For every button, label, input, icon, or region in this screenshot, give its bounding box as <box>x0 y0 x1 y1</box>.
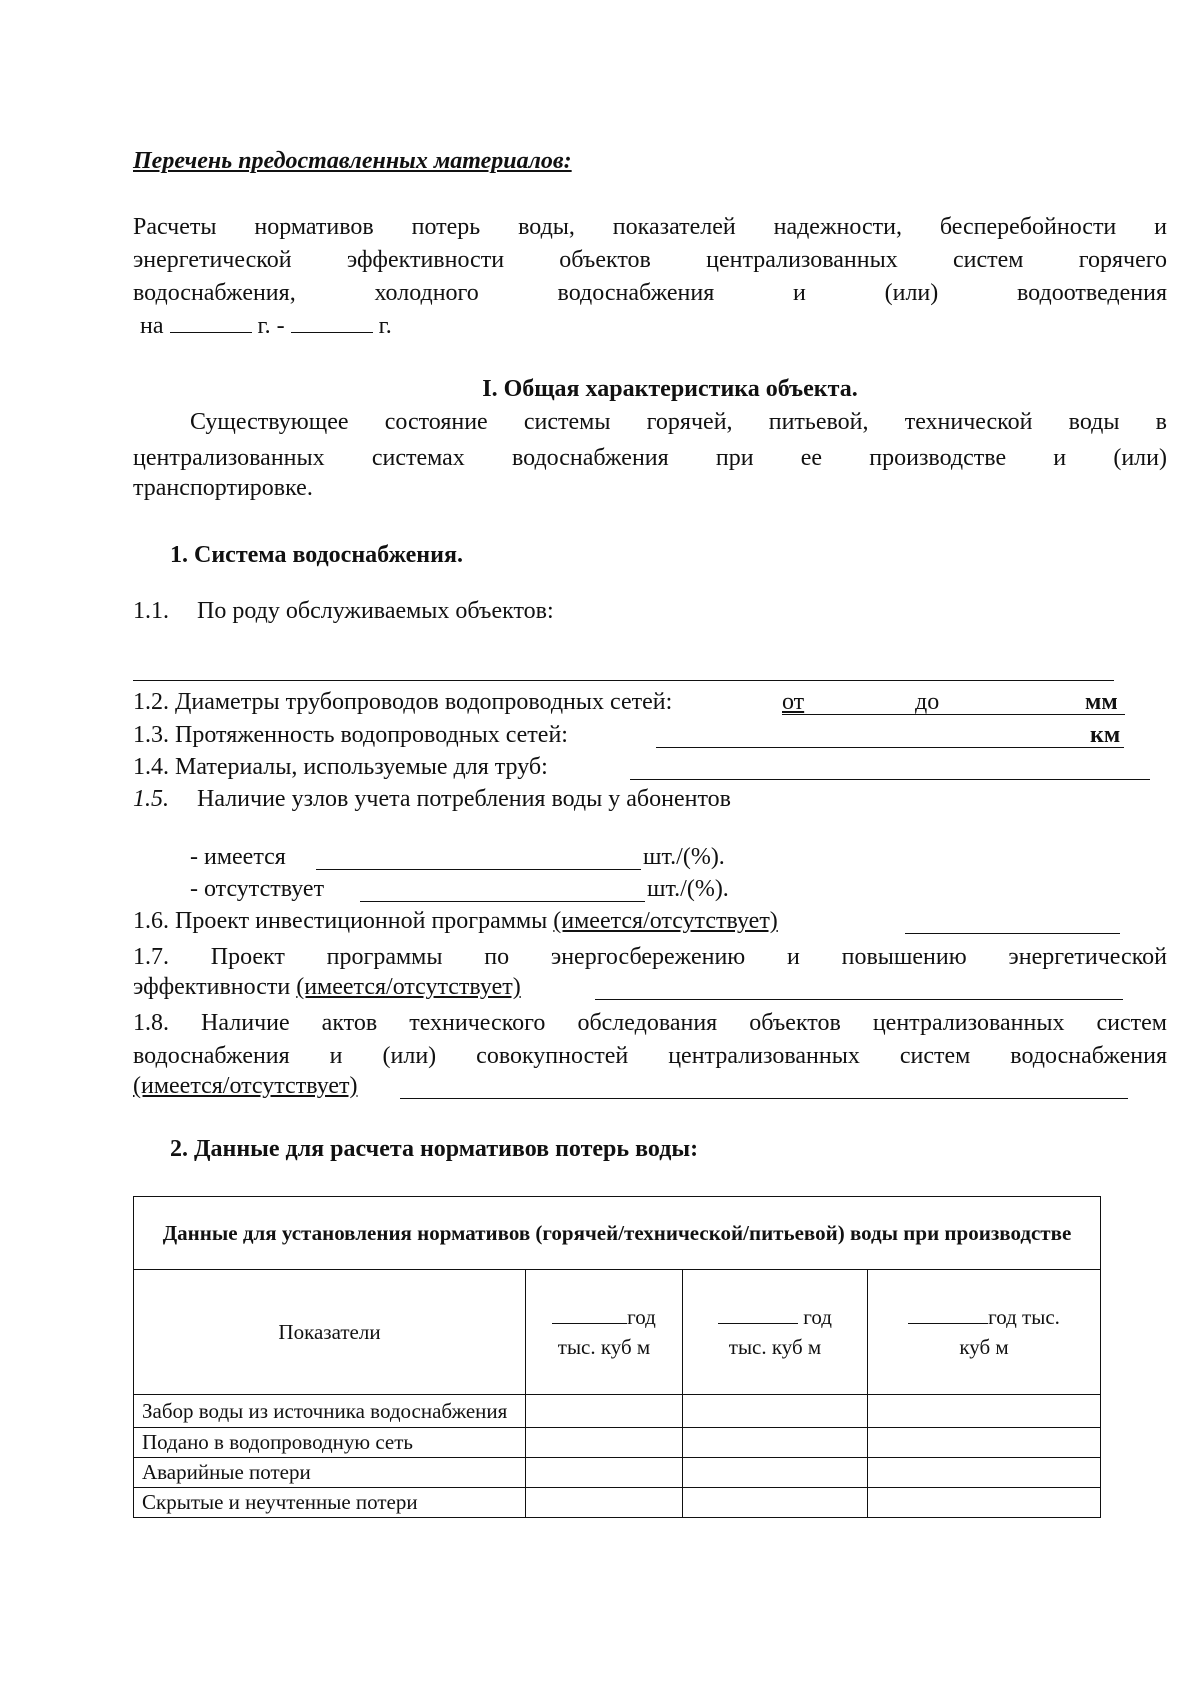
table-cell[interactable] <box>526 1458 683 1488</box>
item-1-7-line-1: 1.7. Проект программы по энергосбережению и повышению энергетической <box>133 944 1167 970</box>
item-1-2-text: 1.2. Диаметры трубопроводов водопроводных сетей: <box>133 689 673 715</box>
row-label: Подано в водопроводную сеть <box>134 1428 526 1458</box>
table-cell[interactable] <box>526 1488 683 1518</box>
year-header-2[interactable]: год тыс. куб м <box>683 1270 868 1395</box>
item-1-7-text: эффективности <box>133 974 291 1000</box>
item-1-5-text: Наличие узлов учета потребления воды у абонентов <box>197 786 731 812</box>
table-row <box>134 1395 1101 1428</box>
pipe-materials-field[interactable] <box>630 779 1150 780</box>
table-cell[interactable] <box>868 1395 1101 1428</box>
table-cell[interactable] <box>526 1395 683 1428</box>
network-length-field[interactable] <box>656 747 1124 748</box>
section1-text-line-3: транспортировке. <box>133 475 313 501</box>
item-1-7-line-2 <box>133 974 521 1001</box>
table-row <box>134 1428 1101 1458</box>
meter-absent-field[interactable] <box>360 901 645 902</box>
meter-present-unit: шт./(%). <box>643 844 725 870</box>
table-cell[interactable] <box>868 1428 1101 1458</box>
materials-text-line-1: Расчеты нормативов потерь воды, показателей надежности, бесперебойности и <box>133 214 1167 240</box>
item-1-6-text: 1.6. Проект инвестиционной программы <box>133 908 548 934</box>
diameter-from-label: от <box>782 689 805 715</box>
meter-absent-unit: шт./(%). <box>647 876 729 902</box>
item-1-8-field[interactable] <box>400 1098 1128 1099</box>
diameter-unit: мм <box>1085 689 1118 715</box>
period-line <box>140 310 392 340</box>
materials-title: Перечень предоставленных материалов: <box>133 148 572 174</box>
period-suffix-1: г. - <box>257 313 285 339</box>
item-1-5-num: 1.5. <box>133 786 169 812</box>
materials-text-line-2: энергетической эффективности объектов централизованных систем горячего <box>133 247 1167 273</box>
item-1-8-line-2: водоснабжения и (или) совокупностей централизованных систем водоснабжения <box>133 1043 1167 1069</box>
row-label: Аварийные потери <box>134 1458 526 1488</box>
item-1-5 <box>133 786 731 813</box>
table-cell[interactable] <box>683 1428 868 1458</box>
materials-text-line-3: водоснабжения, холодного водоснабжения и (или) водоотведения <box>133 280 1167 306</box>
meter-absent-label: - отсутствует <box>190 876 325 902</box>
item-1-1-num: 1.1. <box>133 598 169 624</box>
item-1-1-answer-line[interactable] <box>133 680 1114 681</box>
row-label: Забор воды из источника водоснабжения <box>134 1395 526 1428</box>
table-cell[interactable] <box>683 1458 868 1488</box>
year-header-1[interactable]: год тыс. куб м <box>526 1270 683 1395</box>
item-1-8-line-3 <box>133 1073 358 1100</box>
period-prefix: на <box>140 313 164 339</box>
row-label: Скрытые и неучтенные потери <box>134 1488 526 1518</box>
item-1-1-text: По роду обслуживаемых объектов: <box>197 598 554 624</box>
section1-text-line-2: централизованных системах водоснабжения при ее производстве и (или) <box>133 445 1167 471</box>
item-1-7-option[interactable]: (имеется/отсутствует) <box>296 974 521 1000</box>
table-row <box>134 1458 1101 1488</box>
diameter-to-label: до <box>915 689 940 715</box>
period-end-blank[interactable] <box>291 310 373 333</box>
period-start-blank[interactable] <box>170 310 252 333</box>
indicator-header: Показатели <box>134 1270 526 1395</box>
item-1-3-text: 1.3. Протяженность водопроводных сетей: <box>133 722 568 748</box>
table-cell[interactable] <box>683 1488 868 1518</box>
table-cell[interactable] <box>868 1488 1101 1518</box>
table-cell[interactable] <box>526 1428 683 1458</box>
item-1-8-option[interactable]: (имеется/отсутствует) <box>133 1073 358 1099</box>
year-header-3[interactable]: год тыс. куб м <box>868 1270 1101 1395</box>
item-1-6-field[interactable] <box>905 933 1120 934</box>
item-1-4-text: 1.4. Материалы, используемые для труб: <box>133 754 548 780</box>
table-cell[interactable] <box>683 1395 868 1428</box>
section1-title: I. Общая характеристика объекта. <box>482 376 858 402</box>
period-suffix-2: г. <box>378 313 392 339</box>
item-1-1 <box>133 598 554 625</box>
meter-present-field[interactable] <box>316 869 641 870</box>
item-1-6 <box>133 908 778 935</box>
item-1-8-line-1: 1.8. Наличие актов технического обследования объектов централизованных систем <box>133 1010 1167 1036</box>
meter-present-label: - имеется <box>190 844 286 870</box>
sub2-title: 2. Данные для расчета нормативов потерь воды: <box>170 1136 699 1162</box>
length-unit: км <box>1090 722 1121 748</box>
table-cell[interactable] <box>868 1458 1101 1488</box>
item-1-7-field[interactable] <box>595 999 1123 1000</box>
water-loss-table <box>133 1196 1101 1518</box>
section1-text-line-1: Существующее состояние системы горячей, питьевой, технической воды в <box>190 409 1167 435</box>
item-1-6-option[interactable]: (имеется/отсутствует) <box>553 908 778 934</box>
table-caption: Данные для установления нормативов (горячей/технической/питьевой) воды при производстве <box>134 1197 1101 1270</box>
table-row <box>134 1488 1101 1518</box>
sub1-title: 1. Система водоснабжения. <box>170 542 463 568</box>
diameter-from-field[interactable] <box>782 689 992 715</box>
